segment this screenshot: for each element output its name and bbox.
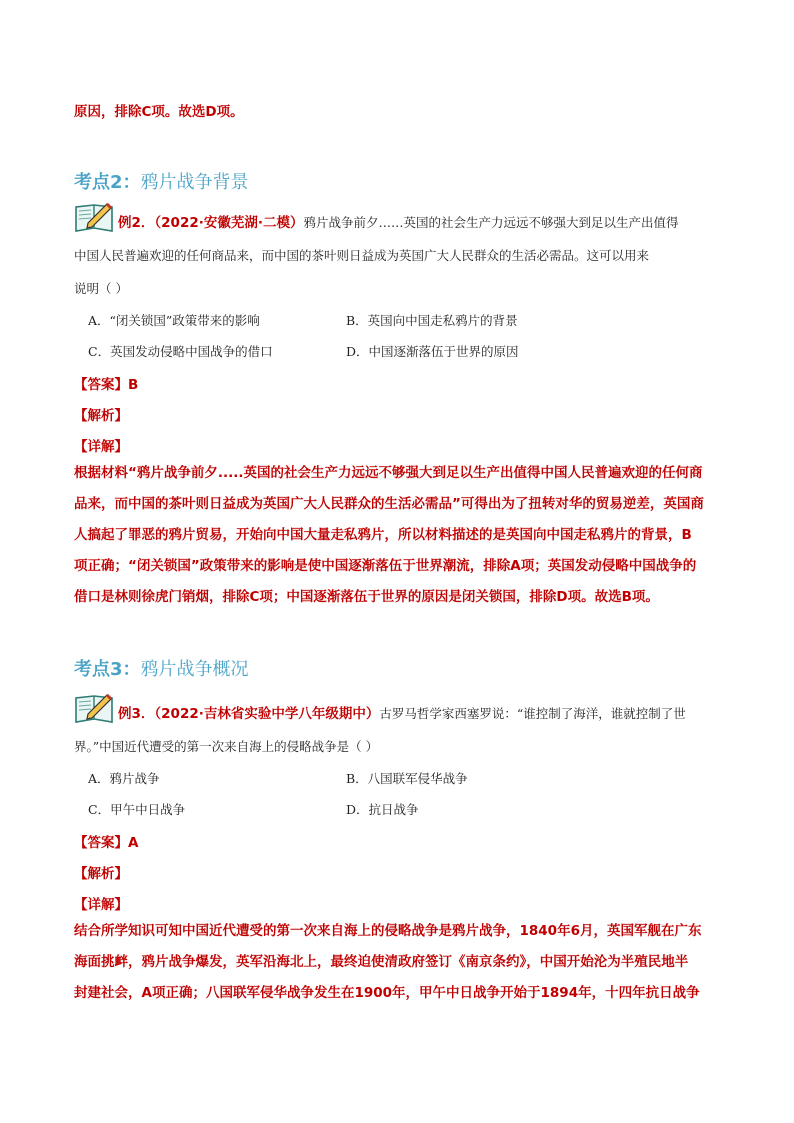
- answer-value: B: [128, 377, 139, 393]
- kaodian-title: 鸦片战争概况: [140, 659, 249, 680]
- example-stem-line: [118, 702, 686, 722]
- example-source: （2022·吉林省实验中学八年级期中）: [154, 706, 380, 722]
- option-a: A．“闭关锁国”政策带来的影响: [88, 313, 260, 328]
- detail-line-3: 人搞起了罪恶的鸦片贸易，开始向中国大量走私鸦片，所以材料描述的是英国向中国走私鸦片的背景，B: [74, 527, 692, 543]
- detail-line-1: 结合所学知识可知中国近代遭受的第一次来自海上的侵略战争是鸦片战争，1840年6月，英国军舰在广东: [74, 923, 702, 939]
- option-d: D．抗日战争: [346, 802, 419, 817]
- detail-line-2: 海面挑衅，鸦片战争爆发，英军沿海北上，最终迫使清政府签订《南京条约》，中国开始沦为半殖民地半: [74, 954, 689, 970]
- example-source: （2022·安徽芜湖·二模）: [154, 215, 304, 231]
- detail-line-4: 项正确；“闭关锁国”政策带来的影响是使中国逐渐落伍于世界潮流，排除A项；英国发动侵略中国战争的: [74, 558, 697, 574]
- example-stem-1: 古罗马哲学家西塞罗说：“谁控制了海洋，谁就控制了世: [379, 706, 686, 721]
- option-c: C．英国发动侵略中国战争的借口: [88, 344, 273, 359]
- example-number: 例3．: [118, 706, 155, 722]
- detail-line-3: 封建社会，A项正确；八国联军侵华战争发生在1900年，甲午中日战争开始于1894年，十四年抗日战争: [74, 985, 700, 1001]
- kaodian-title: 鸦片战争背景: [140, 172, 249, 193]
- analysis-label: 【解析】: [74, 866, 128, 882]
- detail-line-5: 借口是林则徐虎门销烟，排除C项；中国逐渐落伍于世界的原因是闭关锁国，排除D项。故选B项。: [74, 589, 659, 605]
- detail-line-2: 品来，而中国的茶叶则日益成为英国广大人民群众的生活必需品”可得出为了扭转对华的贸易逆差，英国商: [74, 496, 704, 512]
- book-pencil-icon: [74, 201, 114, 233]
- answer-value: A: [128, 835, 139, 851]
- detail-label: 【详解】: [74, 897, 128, 913]
- analysis-label: 【解析】: [74, 408, 128, 424]
- option-b: B．英国向中国走私鸦片的背景: [346, 313, 518, 328]
- example-stem-2: 中国人民普遍欢迎的任何商品来，而中国的茶叶则日益成为英国广大人民群众的生活必需品。这可以用来: [74, 248, 650, 263]
- answer-label: 【答案】: [74, 835, 128, 851]
- detail-line-1: 根据材料“鸦片战争前夕.....英国的社会生产力远远不够强大到足以生产出值得中国人民普遍欢迎的任何商: [74, 465, 703, 481]
- option-d: D．中国逐渐落伍于世界的原因: [346, 344, 519, 359]
- kaodian-heading: [74, 655, 249, 681]
- example-stem-1: 鸦片战争前夕……英国的社会生产力远远不够强大到足以生产出值得: [303, 215, 679, 230]
- kaodian-prefix: 考点3：: [74, 659, 141, 680]
- example-stem-3: 说明（ ）: [74, 281, 128, 296]
- example-number: 例2．: [118, 215, 155, 231]
- example-stem-line: [118, 211, 679, 231]
- kaodian-heading: [74, 168, 249, 194]
- option-c: C．甲午中日战争: [88, 802, 186, 817]
- answer-label: 【答案】: [74, 377, 128, 393]
- continuation-text: 原因，排除C项。故选D项。: [74, 104, 244, 120]
- example-stem-2: 界。”中国近代遭受的第一次来自海上的侵略战争是（ ）: [74, 739, 379, 754]
- option-a: A．鸦片战争: [88, 771, 160, 786]
- option-b: B．八国联军侵华战争: [346, 771, 468, 786]
- detail-label: 【详解】: [74, 439, 128, 455]
- answer-row: [74, 373, 138, 393]
- answer-row: [74, 831, 138, 851]
- book-pencil-icon: [74, 692, 114, 724]
- kaodian-prefix: 考点2：: [74, 172, 141, 193]
